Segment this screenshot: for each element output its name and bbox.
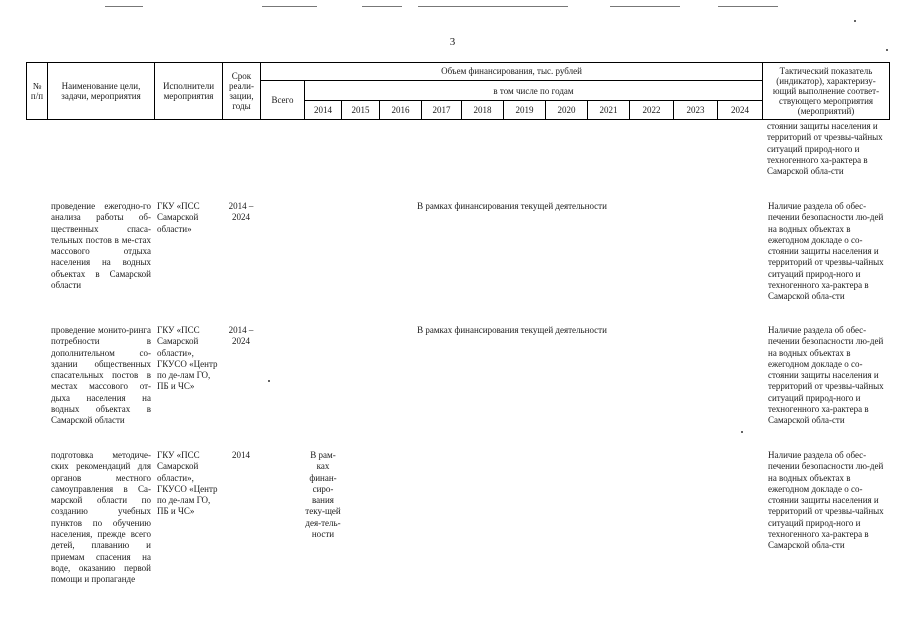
header-year: 2019	[515, 105, 534, 115]
header-year: 2014	[314, 105, 332, 115]
page-number: 3	[449, 36, 456, 48]
row-term: 2014 – 2024	[228, 201, 254, 223]
header-year: 2016	[391, 105, 410, 115]
header-indicator: Тактический показатель (индикатор), характеризу-ющий выполнение соответ-ствующего мероприятия (мероприятий)	[772, 65, 880, 116]
row-funding: В рамках финансирования текущей деятельности	[417, 325, 607, 335]
header-year: 2023	[686, 105, 705, 115]
header-executors: Исполнители мероприятия	[162, 80, 215, 101]
header-year: 2021	[599, 105, 618, 115]
scan-artifact-line	[610, 6, 680, 7]
row-executors: ГКУ «ПСС Самарской области»	[157, 201, 200, 234]
header-year: 2017	[432, 105, 451, 115]
header-year: 2024	[731, 105, 749, 115]
header-by-years: в том числе по годам	[493, 85, 574, 96]
scan-artifact-line	[105, 6, 143, 7]
scan-speck	[268, 380, 270, 382]
row-executors: ГКУ «ПСС Самарской области», ГКУСО «Центр по де-лам ГО, ПБ и ЧС»	[157, 325, 218, 392]
header-number: № п/п	[30, 80, 44, 101]
table-header	[26, 62, 890, 120]
header-year: 2020	[557, 105, 576, 115]
indicator-continuation: стоянии защиты населения и территорий от чрезвы-чайных ситуаций природ-ного и техногенного ха-рактера в Самарской обла-сти	[767, 121, 883, 177]
header-name: Наименование цели, задачи, мероприятия	[61, 80, 141, 101]
scan-artifact-line	[418, 6, 568, 7]
header-funding: Объем финансирования, тыс. рублей	[441, 66, 582, 76]
row-name: подготовка методиче-ских рекомендаций для органов местного самоуправления в Са-марской области по созданию учебных пунктов по обучению населения, прежде всего детей, плаванию и приемам спасения на воде, оказанию первой помощи и пропаганде	[51, 450, 151, 585]
header-total: Всего	[271, 95, 294, 105]
row-name: проведение монито-ринга потребности в дополнительном со-здании общественных спасательных постов в местах массового от-дыха населения на водных объектах в Самарской области	[51, 325, 151, 426]
scan-speck	[741, 431, 743, 433]
scan-artifact-line	[718, 6, 778, 7]
header-year: 2015	[351, 105, 370, 115]
row-name: проведение ежегодно-го анализа работы об-щественных спаса-тельных постов в ме-стах массового отдыха населения на водных объектах в Самарской области	[51, 201, 151, 291]
row-term: 2014 – 2024	[228, 325, 254, 347]
row-funding: В рам-ках финан-сиро-вания теку-щей дея-тель-ности	[305, 450, 341, 540]
row-indicator: Наличие раздела об обес-печении безопасности лю-дей на водных объектах в ежегодном докладе о со-стоянии защиты населения и территорий от чрезвы-чайных ситуаций природ-ного и техногенного ха-рактера в Самарской обла-сти	[768, 325, 884, 426]
row-term: 2014	[232, 450, 250, 460]
scan-speck	[886, 49, 888, 51]
row-indicator: Наличие раздела об обес-печении безопасности лю-дей на водных объектах в ежегодном докладе о со-стоянии защиты населения и территорий от чрезвы-чайных ситуаций природ-ного и техногенного ха-рактера в Самарской обла-сти	[768, 450, 884, 551]
row-indicator: Наличие раздела об обес-печении безопасности лю-дей на водных объектах в ежегодном докладе о со-стоянии защиты населения и территорий от чрезвы-чайных ситуаций природ-ного и техногенного ха-рактера в Самарской обла-сти	[768, 201, 884, 302]
header-year: 2018	[473, 105, 492, 115]
header-term: Срок реали-зации, годы	[229, 70, 254, 111]
scan-speck	[854, 20, 856, 22]
scan-artifact-line	[262, 6, 317, 7]
row-funding: В рамках финансирования текущей деятельности	[417, 201, 607, 211]
header-year: 2022	[642, 105, 661, 115]
scan-artifact-line	[362, 6, 402, 7]
row-executors: ГКУ «ПСС Самарской области», ГКУСО «Центр по де-лам ГО, ПБ и ЧС»	[157, 450, 218, 517]
